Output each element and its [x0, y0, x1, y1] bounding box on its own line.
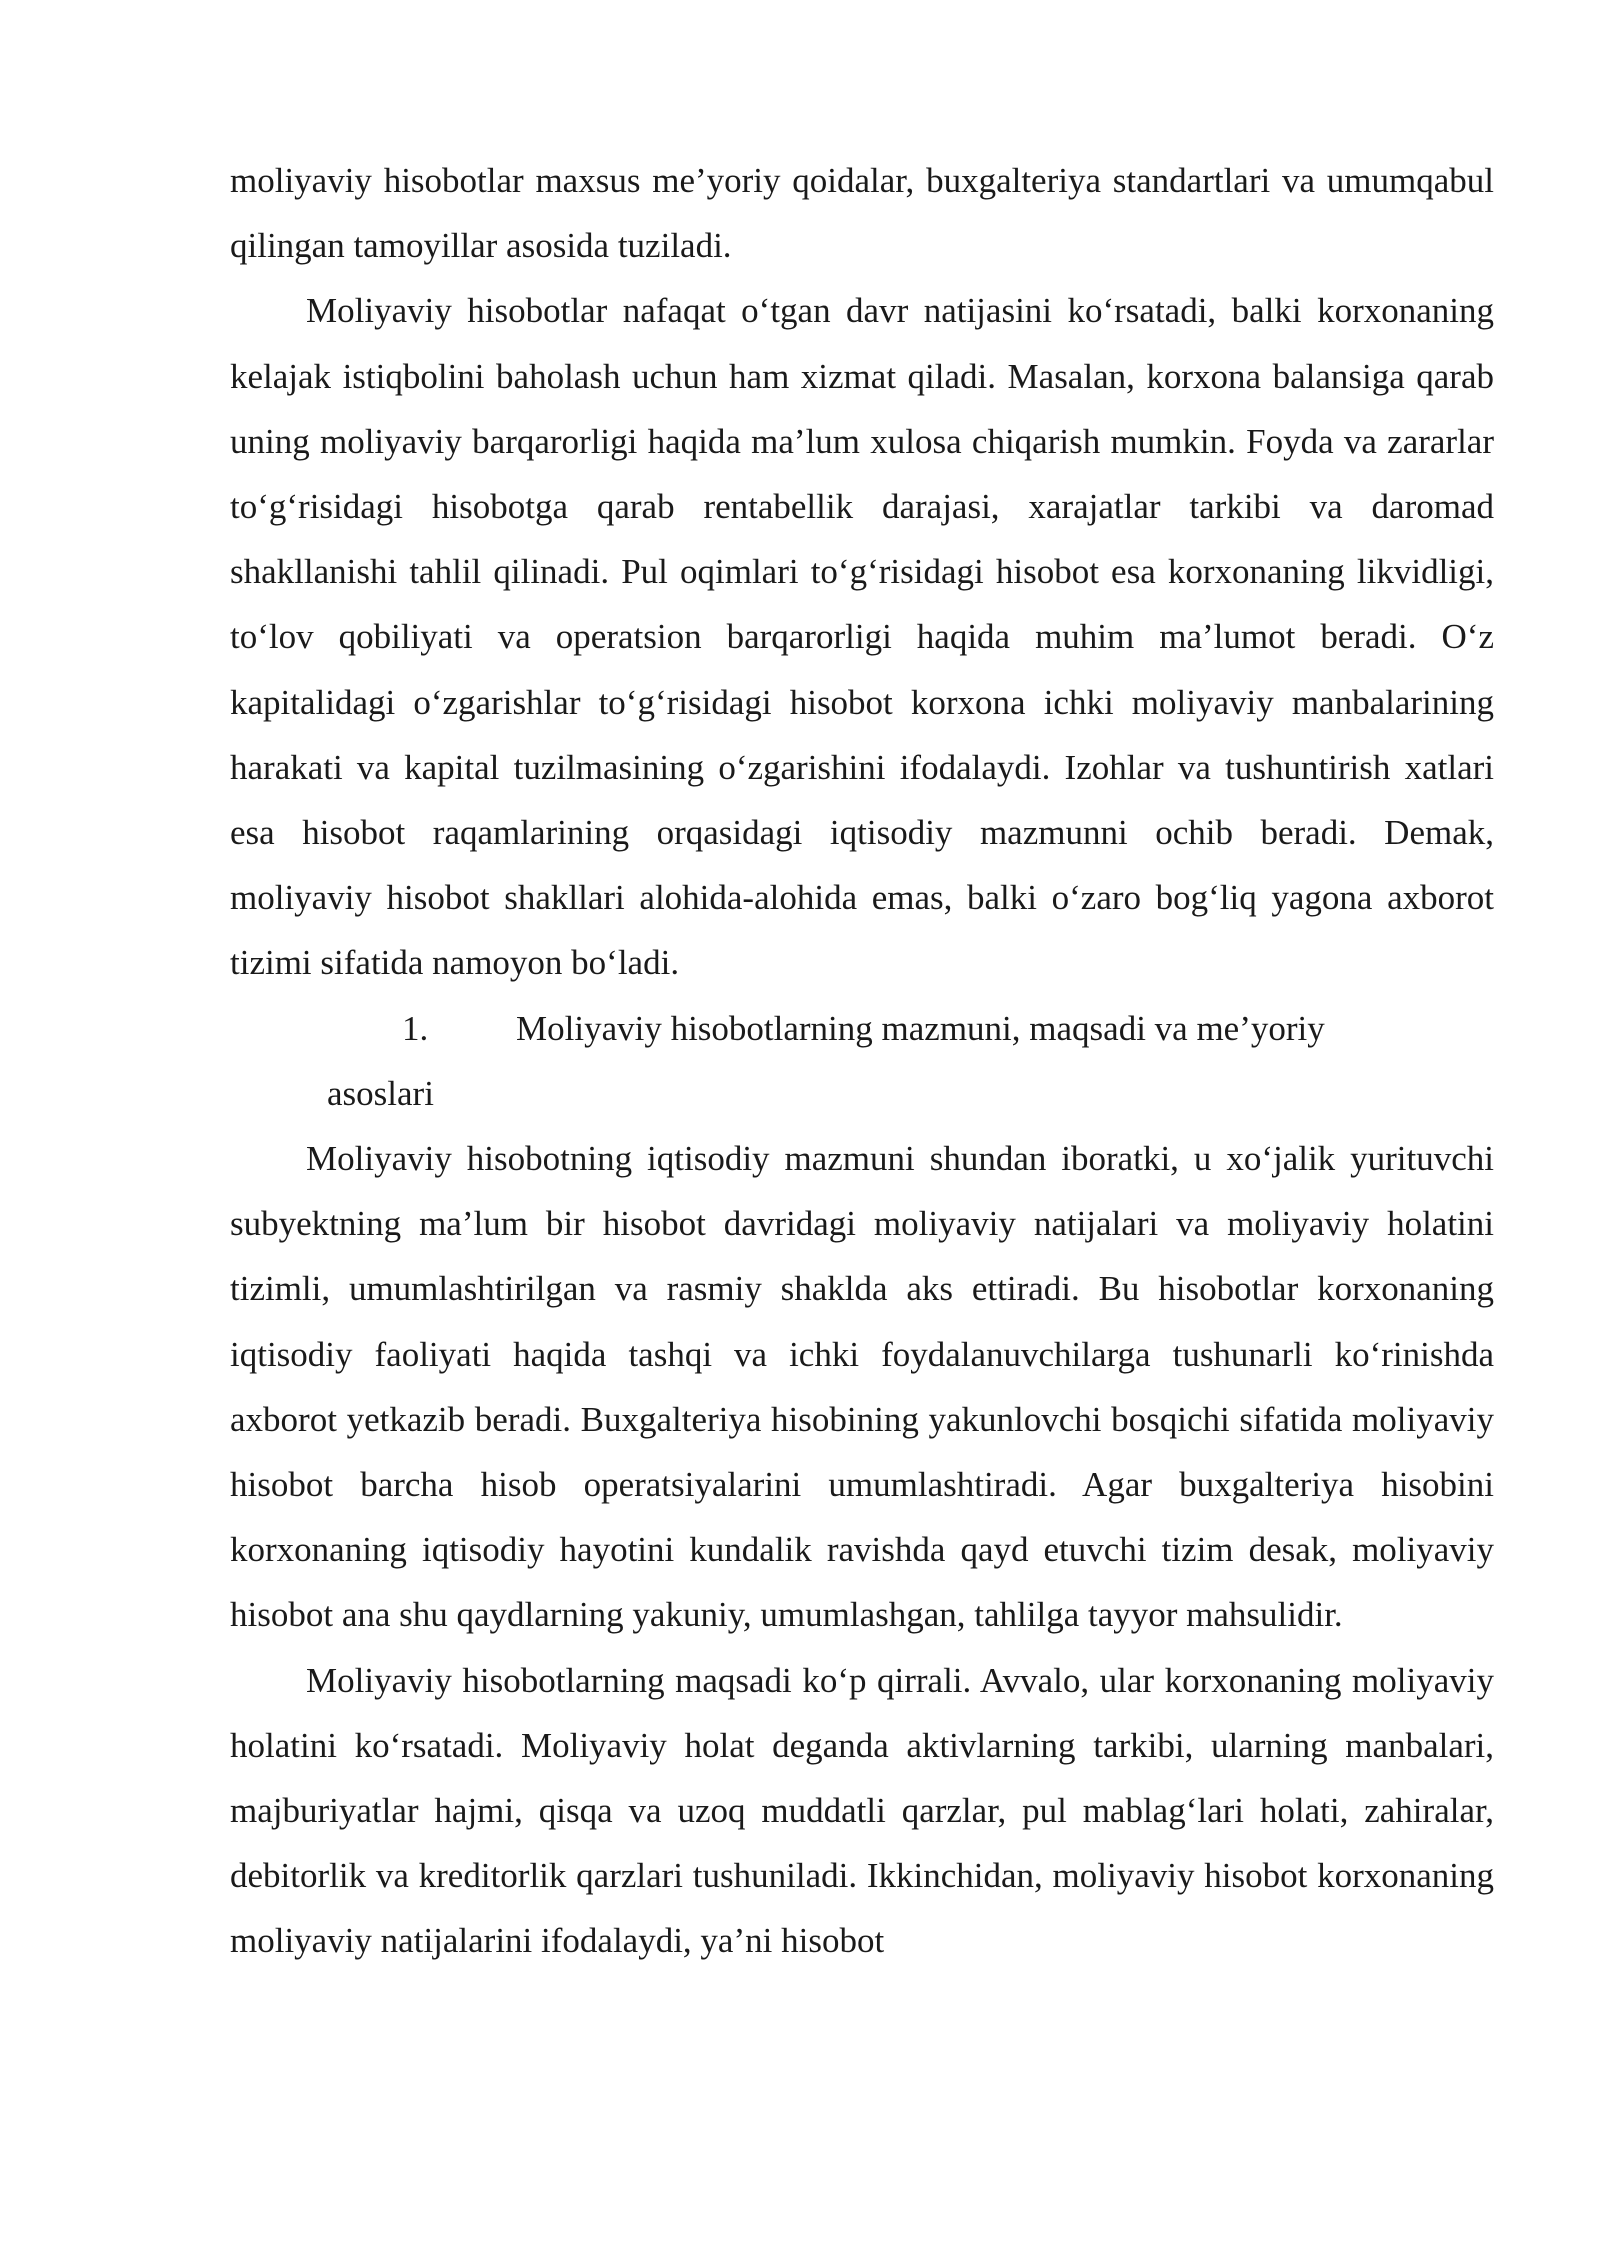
paragraph-report-forms: Moliyaviy hisobotlar nafaqat o‘tgan davr natijasini ko‘rsatadi, balki korxonaning kelajak istiqbolini baholash uchun ham xizmat qiladi. Masalan, korxona balansiga qarab uning moliyaviy barqarorligi haqida ma’lum xulosa chiqarish mumkin. Foyda va zararlar to‘g‘risidagi hisobotga qarab rentabellik darajasi, xarajatlar tarkibi va daromad shakllanishi tahlil qilinadi. Pul oqimlari to‘g‘risidagi hisobot esa korxonaning likvidligi, to‘lov qobiliyati va operatsion barqarorligi haqida muhim ma’lumot beradi. O‘z kapitalidagi o‘zgarishlar to‘g‘risidagi hisobot korxona ichki moliyaviy manbalarining harakati va kapital tuzilmasining o‘zgarishini ifodalaydi. Izohlar va tushuntirish xatlari esa hisobot raqamlarining orqasidagi iqtisodiy mazmunni ochib beradi. Demak, moliyaviy hisobot shakllari alohida-alohida emas, balki o‘zaro bog‘liq yagona axborot tizimi sifatida namoyon bo‘ladi.: [230, 291, 1494, 983]
paragraph-intro-continuation: moliyaviy hisobotlar maxsus me’yoriy qoidalar, buxgalteriya standartlari va umumqabul qilingan tamoyillar asosida tuziladi.: [230, 161, 1494, 266]
section-heading-title: Moliyaviy hisobotlarning mazmuni, maqsadi va me’yoriy: [516, 1008, 1325, 1048]
paragraph-purpose: Moliyaviy hisobotlarning maqsadi ko‘p qirrali. Avvalo, ular korxonaning moliyaviy holatini ko‘rsatadi. Moliyaviy holat deganda aktivlarning tarkibi, ularning manbalari, majburiyatlar hajmi, qisqa va uzoq muddatli qarzlar, pul mablag‘lari holati, zahiralar, debitorlik va kreditorlik qarzlari tushuniladi. Ikkinchidan, moliyaviy hisobot korxonaning moliyaviy natijalarini ifodalaydi, ya’ni hisobot: [230, 1660, 1494, 1961]
paragraph-economic-content: Moliyaviy hisobotning iqtisodiy mazmuni shundan iboratki, u xo‘jalik yurituvchi subyektning ma’lum bir hisobot davridagi moliyaviy natijalari va moliyaviy holatini tizimli, umumlashtirilgan va rasmiy shaklda aks ettiradi. Bu hisobotlar korxonaning iqtisodiy faoliyati haqida tashqi va ichki foydalanuvchilarga tushunarli ko‘rinishda axborot yetkazib beradi. Buxgalteriya hisobining yakunlovchi bosqichi sifatida moliyaviy hisobot barcha hisob operatsiyalarini umumlashtiradi. Agar buxgalteriya hisobini korxonaning iqtisodiy hayotini kundalik ravishda qayd etuvchi tizim desak, moliyaviy hisobot ana shu qaydlarning yakuniy, umumlashgan, tahlilga tayyor mahsulidir.: [230, 1139, 1494, 1635]
section-heading-title-continuation: asoslari: [327, 1073, 434, 1113]
document-page: [230, 148, 1494, 1974]
section-heading-number: 1.: [402, 1008, 429, 1048]
section-heading: [230, 996, 1494, 1061]
